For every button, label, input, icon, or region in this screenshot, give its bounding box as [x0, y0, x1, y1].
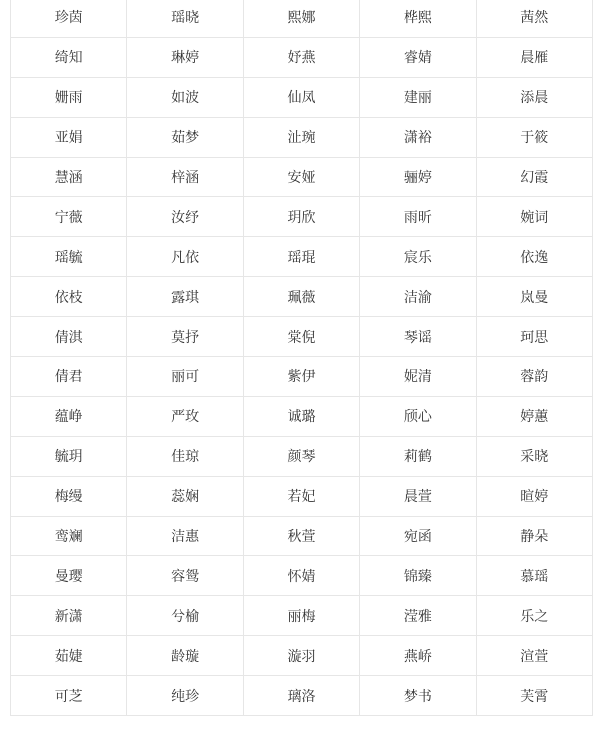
name-cell: 暄婷: [476, 476, 592, 516]
name-cell: 蓉韵: [476, 357, 592, 397]
name-cell: 琳婷: [127, 37, 243, 77]
name-cell: 桦熙: [360, 0, 476, 37]
name-cell: 曼璎: [11, 556, 127, 596]
name-cell: 芙霄: [476, 676, 592, 716]
name-cell: 诚璐: [243, 396, 359, 436]
name-cell: 严玫: [127, 396, 243, 436]
name-cell: 可芝: [11, 676, 127, 716]
name-cell: 如波: [127, 77, 243, 117]
name-cell: 睿婧: [360, 37, 476, 77]
name-cell: 沚琬: [243, 117, 359, 157]
name-cell: 珮薇: [243, 277, 359, 317]
name-cell: 妮清: [360, 357, 476, 397]
name-cell: 晨雁: [476, 37, 592, 77]
name-cell: 秋萱: [243, 516, 359, 556]
table-row: [11, 277, 593, 317]
name-cell: 骊婷: [360, 157, 476, 197]
name-cell: 茹婕: [11, 636, 127, 676]
table-row: [11, 357, 593, 397]
name-cell: 梓涵: [127, 157, 243, 197]
name-cell: 建丽: [360, 77, 476, 117]
name-cell: 婷蕙: [476, 396, 592, 436]
name-cell: 晨萱: [360, 476, 476, 516]
table-row: [11, 636, 593, 676]
name-cell: 姗雨: [11, 77, 127, 117]
name-cell: 莉鹤: [360, 436, 476, 476]
table-row: [11, 317, 593, 357]
name-cell: 依枝: [11, 277, 127, 317]
name-cell: 倩君: [11, 357, 127, 397]
table-row: [11, 516, 593, 556]
name-cell: 紫伊: [243, 357, 359, 397]
name-cell: 新潇: [11, 596, 127, 636]
name-cell: 毓玥: [11, 436, 127, 476]
name-cell: 珍茵: [11, 0, 127, 37]
name-cell: 乐之: [476, 596, 592, 636]
name-cell: 颜琴: [243, 436, 359, 476]
name-cell: 滢雅: [360, 596, 476, 636]
name-cell: 佳琼: [127, 436, 243, 476]
name-cell: 幻霞: [476, 157, 592, 197]
table-row: [11, 157, 593, 197]
name-cell: 宛函: [360, 516, 476, 556]
name-cell: 燕峤: [360, 636, 476, 676]
table-row: [11, 117, 593, 157]
name-cell: 茜然: [476, 0, 592, 37]
table-row: [11, 396, 593, 436]
name-cell: 添晨: [476, 77, 592, 117]
name-cell: 锦臻: [360, 556, 476, 596]
name-cell: 宁薇: [11, 197, 127, 237]
table-row: [11, 0, 593, 37]
name-cell: 鸾斓: [11, 516, 127, 556]
name-cell: 兮榆: [127, 596, 243, 636]
name-cell: 妤燕: [243, 37, 359, 77]
table-row: [11, 37, 593, 77]
name-cell: 慕瑶: [476, 556, 592, 596]
name-cell: 于筱: [476, 117, 592, 157]
name-cell: 仙凤: [243, 77, 359, 117]
name-cell: 安娅: [243, 157, 359, 197]
name-cell: 洁渝: [360, 277, 476, 317]
table-row: [11, 237, 593, 277]
name-cell: 岚曼: [476, 277, 592, 317]
name-cell: 梅缦: [11, 476, 127, 516]
name-cell: 瑶毓: [11, 237, 127, 277]
name-cell: 若妃: [243, 476, 359, 516]
names-table: [10, 0, 593, 716]
name-cell: 玥欣: [243, 197, 359, 237]
name-cell: 汝纾: [127, 197, 243, 237]
name-cell: 琴谣: [360, 317, 476, 357]
name-cell: 倩淇: [11, 317, 127, 357]
name-cell: 丽可: [127, 357, 243, 397]
table-row: [11, 676, 593, 716]
name-cell: 颀心: [360, 396, 476, 436]
name-cell: 璃洛: [243, 676, 359, 716]
table-row: [11, 197, 593, 237]
names-table-body: [11, 0, 593, 716]
name-cell: 宸乐: [360, 237, 476, 277]
name-cell: 绮知: [11, 37, 127, 77]
name-cell: 容鸳: [127, 556, 243, 596]
table-row: [11, 77, 593, 117]
name-cell: 亚娟: [11, 117, 127, 157]
name-cell: 慧涵: [11, 157, 127, 197]
table-row: [11, 436, 593, 476]
name-cell: 莫抒: [127, 317, 243, 357]
name-cell: 漩羽: [243, 636, 359, 676]
name-cell: 棠倪: [243, 317, 359, 357]
table-row: [11, 596, 593, 636]
name-cell: 丽梅: [243, 596, 359, 636]
name-cell: 梦书: [360, 676, 476, 716]
name-cell: 瑶晓: [127, 0, 243, 37]
name-cell: 怀婧: [243, 556, 359, 596]
name-cell: 龄璇: [127, 636, 243, 676]
name-cell: 潇裕: [360, 117, 476, 157]
name-cell: 渲萱: [476, 636, 592, 676]
table-row: [11, 556, 593, 596]
name-cell: 雨昕: [360, 197, 476, 237]
name-cell: 依逸: [476, 237, 592, 277]
name-cell: 凡依: [127, 237, 243, 277]
name-cell: 蕴峥: [11, 396, 127, 436]
name-cell: 蕊娴: [127, 476, 243, 516]
name-cell: 茹梦: [127, 117, 243, 157]
name-cell: 婉词: [476, 197, 592, 237]
table-row: [11, 476, 593, 516]
name-cell: 静朵: [476, 516, 592, 556]
name-cell: 瑶琨: [243, 237, 359, 277]
name-cell: 珂思: [476, 317, 592, 357]
name-cell: 采晓: [476, 436, 592, 476]
name-cell: 熙娜: [243, 0, 359, 37]
name-cell: 洁惠: [127, 516, 243, 556]
name-cell: 露琪: [127, 277, 243, 317]
name-cell: 纯珍: [127, 676, 243, 716]
